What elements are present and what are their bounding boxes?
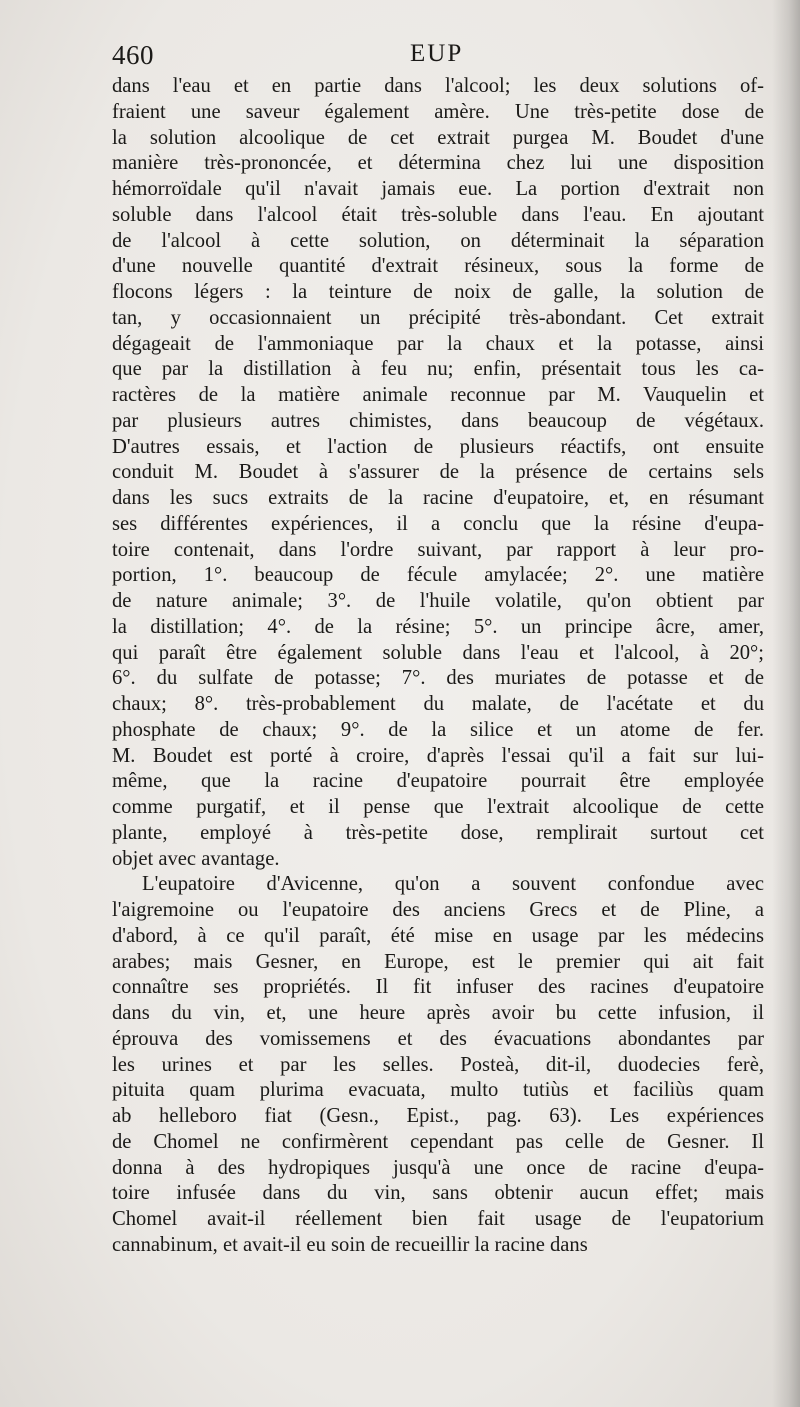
text-line: ractères de la matière animale reconnue par M. Vauquelin et <box>112 384 764 406</box>
text-line: par plusieurs autres chimistes, dans beaucoup de végétaux. <box>112 409 764 432</box>
text-line: phosphate de chaux; 9°. de la silice et un atome de fer. <box>112 718 764 741</box>
text-line: comme purgatif, et il pense que l'extrait alcoolique de cette <box>112 796 764 818</box>
text-line: dans du vin, et, une heure après avoir bu cette infusion, il <box>112 1002 764 1024</box>
text-line: fraient une saveur également amère. Une très-petite dose de <box>112 100 764 123</box>
text-line: flocons légers : la teinture de noix de galle, la solution de <box>112 281 764 303</box>
text-line: soluble dans l'alcool était très-soluble dans l'eau. En ajoutant <box>112 203 764 226</box>
text-line: M. Boudet est porté à croire, d'après l'essai qu'il a fait sur lui- <box>112 744 764 767</box>
text-line: la solution alcoolique de cet extrait purgea M. Boudet d'une <box>112 126 764 149</box>
paragraph <box>112 872 764 1258</box>
text-line: ses différentes expériences, il a conclu que la résine d'eupa- <box>112 512 764 535</box>
text-line: Chomel avait-il réellement bien fait usage de l'eupatorium <box>112 1208 764 1230</box>
text-line: d'abord, à ce qu'il paraît, été mise en usage par les médecins <box>112 924 764 947</box>
body-text <box>112 74 764 1259</box>
text-line: toire contenait, dans l'ordre suivant, par rapport à leur pro- <box>112 538 764 561</box>
text-line: de l'alcool à cette solution, on déterminait la séparation <box>112 229 764 252</box>
text-line: dans l'eau et en partie dans l'alcool; les deux solutions of- <box>112 75 764 97</box>
text-line: pituita quam plurima evacuata, multo tutiùs et faciliùs quam <box>112 1079 764 1102</box>
text-line: donna à des hydropiques jusqu'à une once de racine d'eupa- <box>112 1156 764 1179</box>
running-head: EUP <box>410 40 464 67</box>
text-line: toire infusée dans du vin, sans obtenir aucun effet; mais <box>112 1182 764 1205</box>
text-line: dans les sucs extraits de la racine d'eupatoire, et, en résumant <box>112 487 764 509</box>
text-line: éprouva des vomissemens et des évacuations abondantes par <box>112 1027 764 1050</box>
text-line: D'autres essais, et l'action de plusieurs réactifs, ont ensuite <box>112 435 764 458</box>
text-line: objet avec avantage. <box>112 847 280 870</box>
text-line: ab helleboro fiat (Gesn., Epist., pag. 63). Les expériences <box>112 1105 764 1127</box>
text-line: cannabinum, et avait-il eu soin de recueillir la racine dans <box>112 1233 588 1256</box>
text-line: tan, y occasionnaient un précipité très-abondant. Cet extrait <box>112 306 764 329</box>
text-line: portion, 1°. beaucoup de fécule amylacée; 2°. une matière <box>112 564 764 587</box>
text-line: la distillation; 4°. de la résine; 5°. un principe âcre, amer, <box>112 615 764 638</box>
text-line: L'eupatoire d'Avicenne, qu'on a souvent confondue avec <box>142 873 764 896</box>
text-line: 6°. du sulfate de potasse; 7°. des muriates de potasse et de <box>112 667 764 690</box>
text-line: chaux; 8°. très-probablement du malate, de l'acétate et du <box>112 693 764 715</box>
text-line: plante, employé à très-petite dose, remplirait surtout cet <box>112 821 764 844</box>
text-line: hémorroïdale qu'il n'avait jamais eue. La portion d'extrait non <box>112 178 764 200</box>
text-line: même, que la racine d'eupatoire pourrait être employée <box>112 770 764 793</box>
text-line: les urines et par les selles. Posteà, dit-il, duodecies ferè, <box>112 1053 764 1076</box>
text-line: manière très-prononcée, et détermina chez lui une disposition <box>112 152 764 175</box>
text-line: de Chomel ne confirmèrent cependant pas celle de Gesner. Il <box>112 1130 764 1153</box>
page-gutter-shadow <box>772 0 800 1407</box>
text-line: l'aigremoine ou l'eupatoire des anciens Grecs et de Pline, a <box>112 899 764 921</box>
text-line: arabes; mais Gesner, en Europe, est le premier qui ait fait <box>112 950 764 973</box>
page-number: 460 <box>112 40 154 70</box>
text-line: conduit M. Boudet à s'assurer de la présence de certains sels <box>112 461 764 484</box>
text-line: que par la distillation à feu nu; enfin, présentait tous les ca- <box>112 358 764 381</box>
text-line: qui paraît être également soluble dans l'eau et l'alcool, à 20°; <box>112 641 764 664</box>
paragraph <box>112 74 764 872</box>
text-line: dégageait de l'ammoniaque par la chaux et la potasse, ainsi <box>112 332 764 355</box>
text-line: d'une nouvelle quantité d'extrait résineux, sous la forme de <box>112 255 764 278</box>
text-line: connaître ses propriétés. Il fit infuser des racines d'eupatoire <box>112 976 764 999</box>
text-line: de nature animale; 3°. de l'huile volatile, qu'on obtient par <box>112 590 764 612</box>
